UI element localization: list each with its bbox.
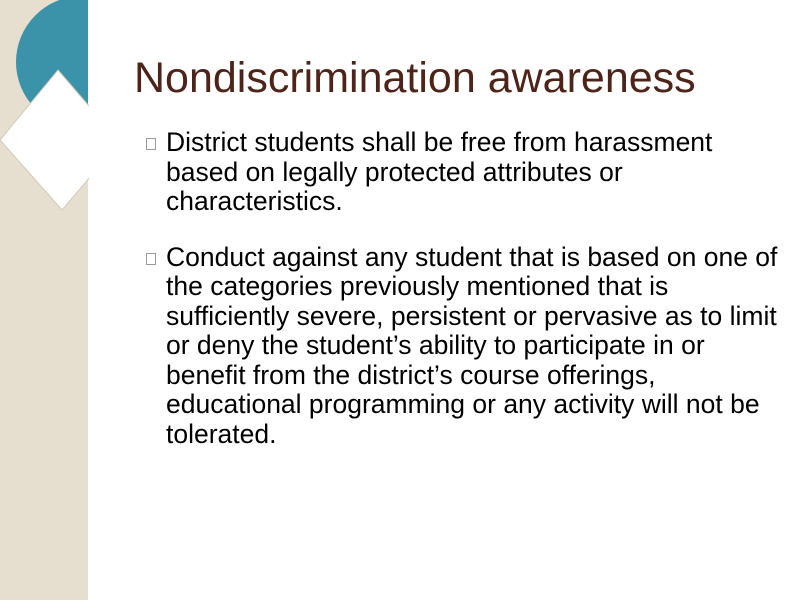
corner-decoration xyxy=(0,0,100,220)
bullet-item xyxy=(146,128,786,217)
bullet-list xyxy=(146,128,786,475)
bullet-item xyxy=(146,243,786,450)
bullet-marker-icon xyxy=(146,138,156,150)
bullet-text: Conduct against any student that is based on one of the categories previously mentioned that is sufficiently severe, persistent or pervasive as to limit or deny the student’s ability to participate in or benefit from the district’s course offerings, educational programming or any activity will not be tolerated. xyxy=(166,241,778,449)
bullet-marker-icon xyxy=(146,253,156,265)
bullet-text: District students shall be free from harassment based on legally protected attributes or characteristics. xyxy=(166,127,713,216)
slide-title: Nondiscrimination awareness xyxy=(134,54,696,102)
